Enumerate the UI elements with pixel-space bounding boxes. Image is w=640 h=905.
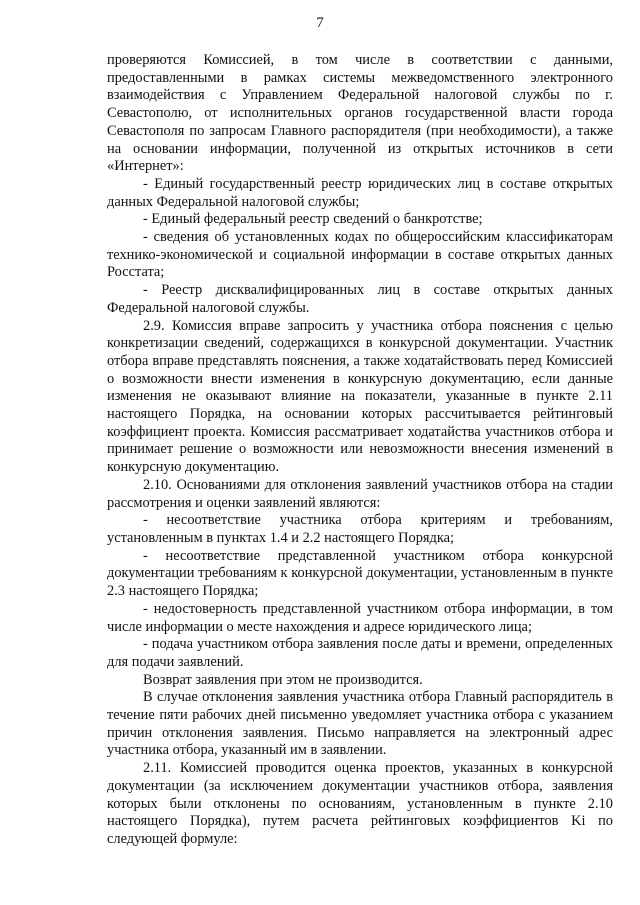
paragraph: - Единый федеральный реестр сведений о банкротстве;	[143, 211, 483, 228]
paragraph: 2.9. Комиссия вправе запросить у участника отбора пояснения с целью конкретизации сведений, содержащихся в конкурсной документации. Участник отбора вправе представлять пояснения, а также ходатайствовать перед Комиссией о возможности внести изменения в конкурсную документацию, если данные изменения не оказывают влияние на показатели, указанные в пункте 2.11 настоящего Порядка, на основании которых рассчитывается рейтинговый коэффициент проекта. Комиссия рассматривает ходатайства участников отбора и принимает решение о возможности или невозможности внесения изменений в конкурсную документацию.	[107, 317, 613, 476]
paragraph: проверяются Комиссией, в том числе в соответствии с данными, предоставленными в рамках системы межведомственного электронного взаимодействия с Управлением Федеральной налоговой службы по г. Севастополю, от исполнительных органов государственной власти города Севастополя по запросам Главного распорядителя (при необходимости), а также на основании информации, полученной из открытых источников в сети «Интернет»:	[107, 52, 613, 175]
paragraph: - сведения об установленных кодах по общероссийским классификаторам технико-экономической и социальной информации в составе открытых данных Росстата;	[107, 229, 613, 281]
paragraph: Возврат заявления при этом не производится.	[143, 671, 423, 688]
paragraph: - несоответствие участника отбора критериям и требованиям, установленным в пунктах 1.4 и 2.2 настоящего Порядка;	[107, 512, 613, 546]
paragraph: 2.11. Комиссией проводится оценка проектов, указанных в конкурсной документации (за исключением документации участников отбора, заявления которых были отклонены по основаниям, установленным в пункте 2.10 настоящего Порядка), путем расчета рейтинговых коэффициентов Ki по следующей формуле:	[107, 760, 613, 847]
paragraph: - несоответствие представленной участником отбора конкурсной документации требованиям к конкурсной документации, установленным в пункте 2.3 настоящего Порядка;	[107, 547, 613, 600]
paragraph: - недостоверность представленной участником отбора информации, в том числе информации о месте нахождения и адресе юридического лица;	[107, 600, 613, 635]
paragraph: 2.10. Основаниями для отклонения заявлений участников отбора на стадии рассмотрения и оценки заявлений являются:	[107, 476, 613, 511]
paragraph: - Единый государственный реестр юридических лиц в составе открытых данных Федеральной налоговой службы;	[107, 175, 613, 210]
paragraph: - Реестр дисквалифицированных лиц в составе открытых данных Федеральной налоговой службы.	[107, 282, 613, 316]
paragraph: В случае отклонения заявления участника отбора Главный распорядитель в течение пяти рабочих дней письменно уведомляет участника отбора с указанием причин отклонения заявления. Письмо направляется на электронный адрес участника отбора, указанный им в заявлении.	[107, 689, 613, 759]
page-number: 7	[316, 15, 324, 31]
document-body	[107, 52, 613, 849]
paragraph: - подача участником отбора заявления после даты и времени, определенных для подачи заявлений.	[107, 636, 613, 670]
